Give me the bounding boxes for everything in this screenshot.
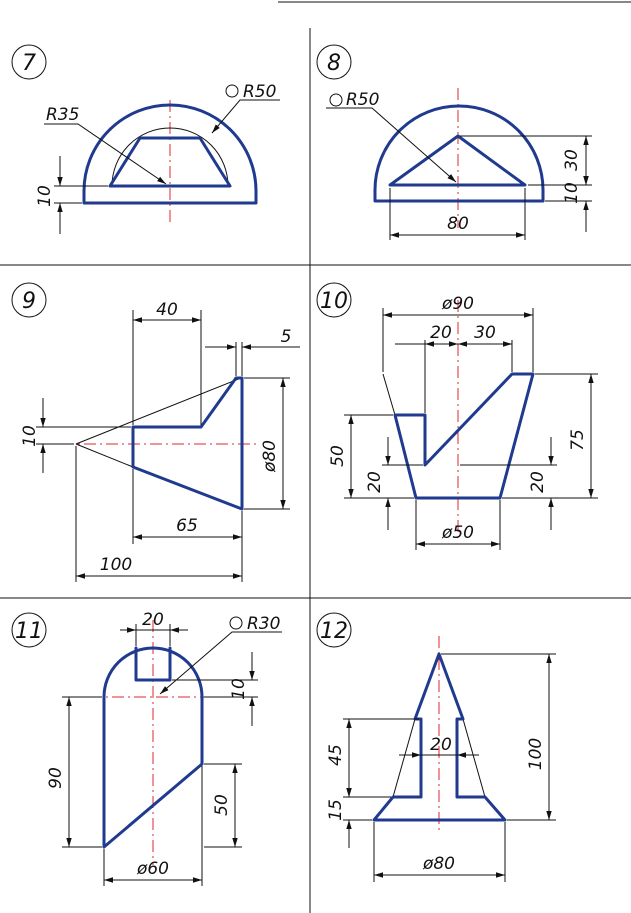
panel-8 [317,45,592,240]
dim-100-label: 100 [526,737,546,771]
panel-number: 12 [320,619,348,644]
dim-d80-label: ø80 [260,439,280,473]
dim-15-label: 15 [326,799,346,821]
cone-generatrix-top [76,378,241,444]
diameter-circle-symbol [230,617,242,629]
diameter-circle-symbol [330,94,342,106]
dim-80-label: 80 [447,214,469,234]
dim-20-label: 20 [142,610,164,630]
dim-20-label: 20 [430,323,452,343]
diameter-circle-symbol [226,85,238,97]
dim-d90-label: ø90 [441,294,475,314]
dim-45-label: 45 [326,744,346,766]
dim-75-label: 75 [568,429,588,451]
dim-10-label: 10 [20,425,40,447]
panel-number: 11 [15,619,43,644]
r30-label: R30 [247,614,281,634]
dim-5-label: 5 [280,327,292,347]
cone-section-outline [395,374,533,498]
dim-65-label: 65 [176,516,198,536]
panel-10 [317,283,598,550]
sheet-grid [0,2,631,913]
dim-50-label: 50 [212,794,232,816]
r50-label: R50 [243,82,277,102]
r35-label: R35 [46,105,80,125]
dim-20-label: 20 [430,735,452,755]
dim-40-label: 40 [156,300,178,320]
r50-leader [326,108,456,182]
dim-20-left-label: 20 [365,471,385,493]
dim-90-label: 90 [46,767,66,789]
r30-leader [160,632,282,694]
dim-10-label: 10 [35,185,55,207]
dim-d60-label: ø60 [136,859,170,879]
panel-number: 10 [320,289,348,314]
dim-d50-label: ø50 [441,523,475,543]
cone-generatrix-left [393,719,415,797]
dim-d80-label: ø80 [422,854,456,874]
cone-generatrix-left [383,374,395,415]
dim-10-label: 10 [229,678,249,700]
panel-9 [12,283,300,582]
panel-12 [317,613,556,882]
panel-11 [12,610,282,886]
panel-7 [12,45,280,234]
panel-number: 7 [22,51,36,76]
dim-30-label: 30 [562,149,582,171]
r50-leader [212,100,280,133]
dim-100-label: 100 [99,555,133,575]
half-dome-outline [375,106,543,201]
cone-generatrix-right [463,719,485,797]
dim-30-label: 30 [474,323,496,343]
r50-label: R50 [346,90,380,110]
dim-20-right-label: 20 [528,471,548,493]
cone-generatrix-bottom [76,444,133,467]
dim-50-label: 50 [328,445,348,467]
panel-number: 9 [22,289,36,314]
dim-10-label: 10 [562,182,582,204]
panel-number: 8 [327,51,341,76]
